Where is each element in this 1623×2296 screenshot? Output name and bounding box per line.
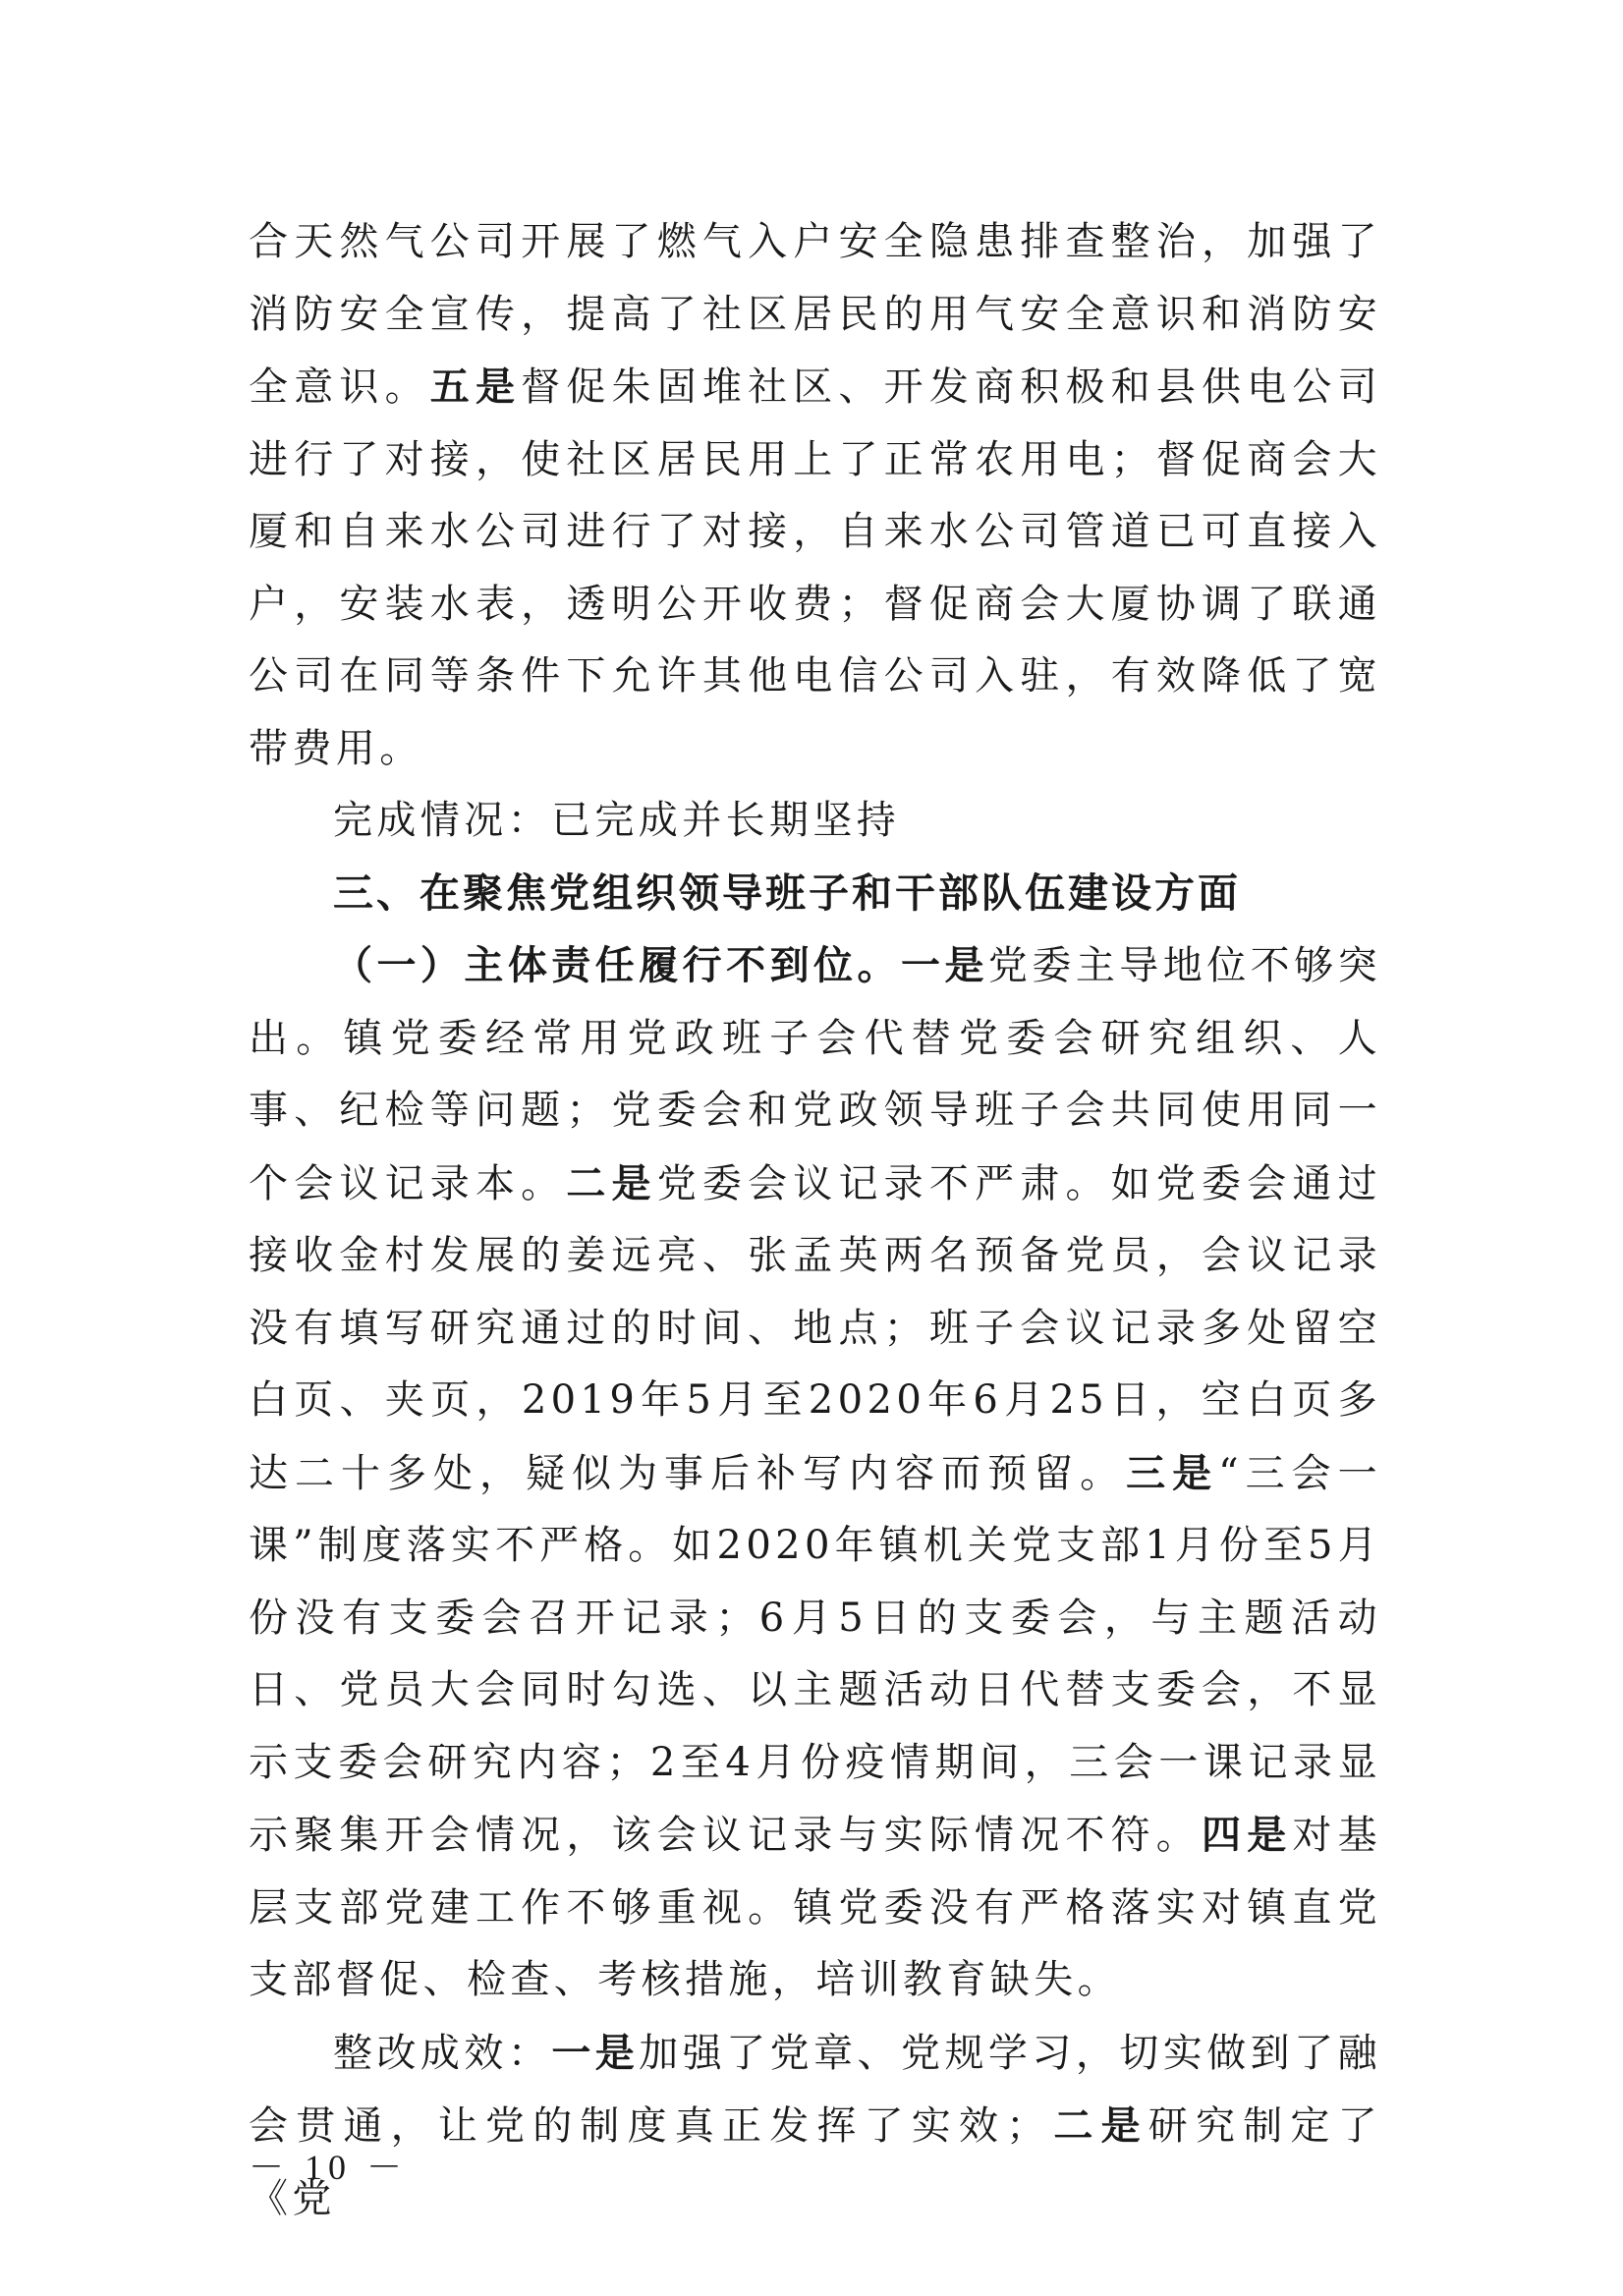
bold-marker: 三是 (1126, 1449, 1219, 1496)
paragraph-text: 整改成效： (333, 2030, 552, 2076)
paragraph-text: 研究制定了《党 (249, 2103, 1381, 2221)
paragraph-text: 党委主导地位不够突出。镇党委经常用党政班子会代替党委会研究组织、人事、纪检等问题；党委会和党政领导班子会共同使用同一个会议记录本。 (249, 943, 1381, 1206)
paragraph-text: “三会一课”制度落实不严格。如2020年镇机关党支部1月份至5月份没有支委会召开记录；6月5日的支委会，与主题活动日、党员大会同时勾选、以主题活动日代替支委会，不显示支委会研究内容；2至4月份疫情期间，三会一课记录显示聚集开会情况，该会议记录与实际情况不符。 (249, 1450, 1382, 1858)
paragraph-text: 党委会议记录不严肃。如党委会通过接收金村发展的姜远亮、张孟英两名预备党员，会议记录没有填写研究通过的时间、地点；班子会议记录多处留空白页、夹页，2019年5月至2020年6月25日，空白页多达二十多处，疑似为事后补写内容而预留。 (249, 1160, 1381, 1496)
document-page (249, 206, 1381, 2235)
bold-marker: 二是 (1049, 2102, 1148, 2149)
sub-heading: （一）主体责任履行不到位。 (333, 942, 901, 988)
paragraph-text: 督促朱固堆社区、开发商积极和县供电公司进行了对接，使社区居民用上了正常农用电；督促商会大厦和自来水公司进行了对接，自来水公司管道已可直接入户，安装水表，透明公开收费；督促商会大厦协调了联通公司在同等条件下允许其他电信公司入驻，有效降低了宽带费用。 (249, 364, 1381, 771)
bold-marker: 二是 (566, 1159, 657, 1206)
paragraph-rectification-results (249, 2017, 1381, 2236)
bold-marker: 一是 (551, 2029, 640, 2076)
bold-marker: 一是 (900, 942, 988, 988)
paragraph-text: 对基层支部党建工作不够重视。镇党委没有严格落实对镇直党支部督促、检查、考核措施，培训教育缺失。 (249, 1813, 1381, 2002)
paragraph-text: 合天然气公司开展了燃气入户安全隐患排查整治，加强了消防安全宣传，提高了社区居民的用气安全意识和消防安全意识。 (249, 219, 1381, 410)
paragraph-responsibility-issues (249, 929, 1381, 2017)
paragraph-text: 加强了党章、党规学习，切实做到了融会贯通，让党的制度真正发挥了实效； (249, 2030, 1381, 2149)
page-number: － 10 － (249, 2148, 409, 2187)
paragraph-rectification-utilities (249, 206, 1381, 785)
section-heading: 三、在聚焦党组织领导班子和干部队伍建设方面 (333, 868, 1241, 917)
completion-status: 完成情况：已完成并长期坚持 (333, 798, 901, 843)
bold-marker: 四是 (1202, 1812, 1293, 1858)
bold-marker: 五是 (429, 364, 522, 410)
